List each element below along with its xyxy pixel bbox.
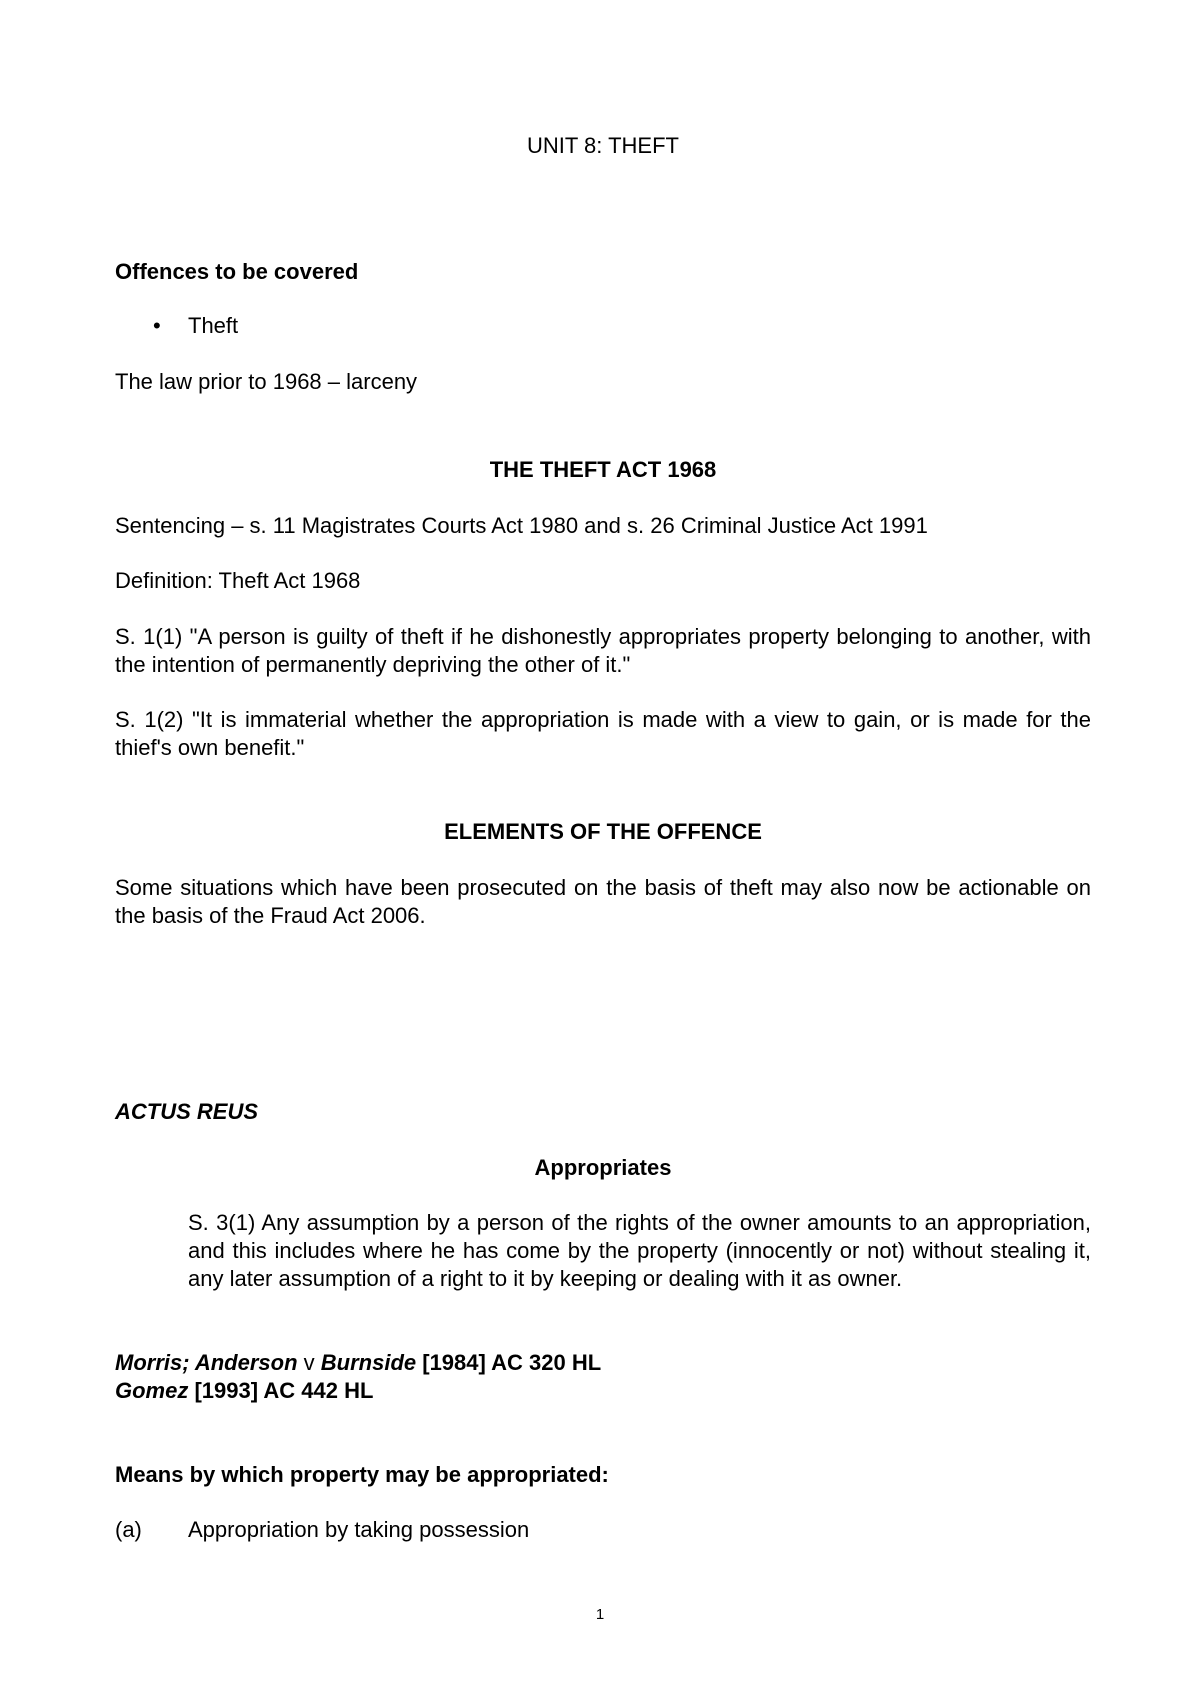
means-item-text: Appropriation by taking possession (188, 1517, 530, 1542)
bullet-icon: • (153, 313, 161, 338)
definition-text: Definition: Theft Act 1968 (115, 568, 361, 593)
section-1-2: S. 1(2) "It is immaterial whether the appropriation is made with a view to gain, or is made for the thief's own benefit." (115, 707, 1091, 760)
case-name-burnside: Burnside (320, 1350, 417, 1375)
elements-text: Some situations which have been prosecuted on the basis of theft may also now be actionable on the basis of the Fraud Act 2006. (115, 875, 1091, 928)
offence-theft: Theft (188, 313, 239, 338)
elements-heading: ELEMENTS OF THE OFFENCE (444, 819, 762, 844)
offences-heading: Offences to be covered (115, 259, 359, 284)
case-citation-1993: [1993] AC 442 HL (188, 1378, 374, 1403)
case-citation-1984: [1984] AC 320 HL (416, 1350, 602, 1375)
sentencing-text: Sentencing – s. 11 Magistrates Courts Act 1980 and s. 26 Criminal Justice Act 1991 (115, 513, 928, 538)
case-versus: v (297, 1350, 321, 1375)
page-number: 1 (595, 1606, 605, 1623)
section-1-1: S. 1(1) "A person is guilty of theft if he dishonestly appropriates property belonging to another, with the intention of permanently depriving the other of it." (115, 624, 1091, 677)
section-3-1: S. 3(1) Any assumption by a person of the rights of the owner amounts to an appropriation, and this includes where he has come by the property (innocently or not) without stealing it, any later assumption of a right to it by keeping or dealing with it as owner. (188, 1210, 1091, 1291)
case-name-gomez: Gomez (115, 1378, 189, 1403)
case-name-morris-anderson: Morris; Anderson (115, 1350, 298, 1375)
case-citation-gomez (115, 1377, 1091, 1405)
unit-title: UNIT 8: THEFT (527, 133, 679, 158)
appropriates-heading: Appropriates (534, 1155, 672, 1180)
actus-reus-heading: ACTUS REUS (115, 1099, 259, 1124)
means-item-label: (a) (115, 1517, 142, 1542)
means-heading: Means by which property may be appropriated: (115, 1462, 609, 1487)
law-prior-text: The law prior to 1968 – larceny (115, 369, 418, 394)
act-heading: THE THEFT ACT 1968 (489, 457, 717, 482)
case-citation-morris (115, 1349, 1091, 1377)
